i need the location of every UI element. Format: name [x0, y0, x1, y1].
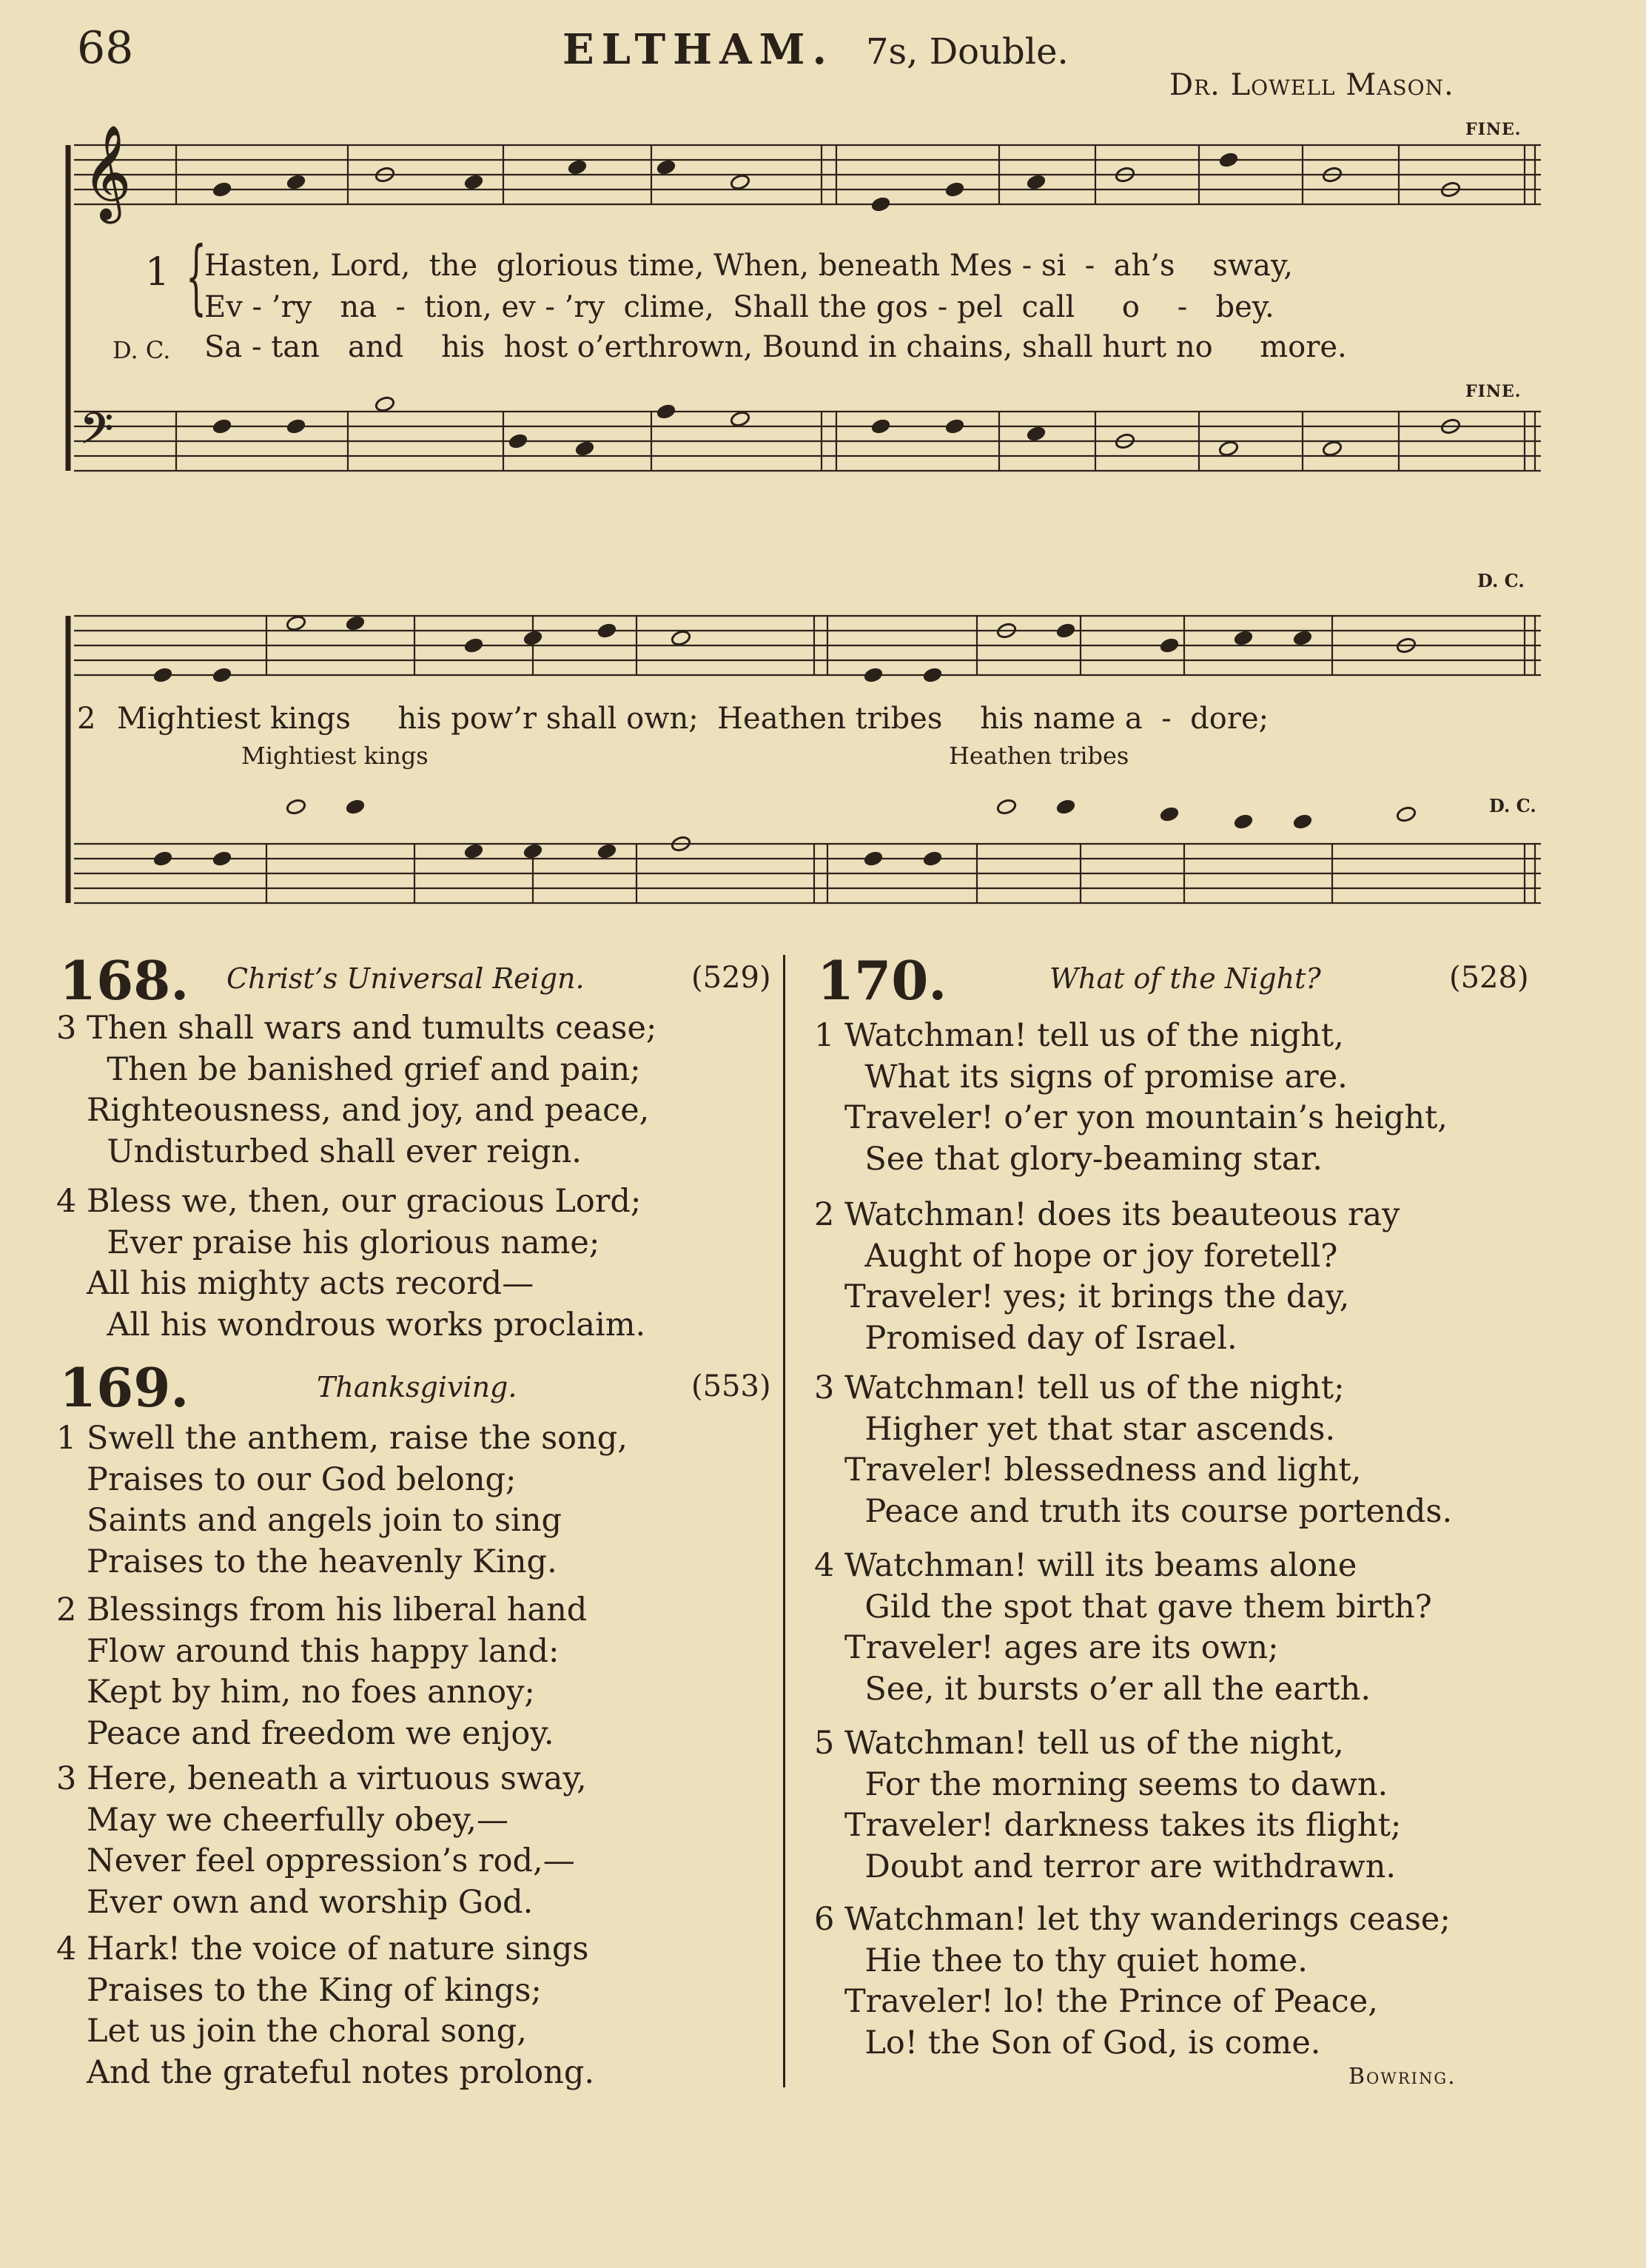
dc-marker-treble: D. C.	[1477, 570, 1525, 591]
note-head	[944, 417, 965, 435]
hymn-reference: (553)	[691, 1369, 771, 1403]
tenor-lyric-right: Heathen tribes	[949, 742, 1129, 770]
note-head	[1159, 637, 1180, 654]
note-head	[1218, 440, 1239, 457]
note-head	[152, 666, 173, 683]
note-head	[922, 850, 943, 867]
note-head	[523, 629, 543, 646]
note-head	[212, 666, 232, 683]
note-head	[1233, 813, 1254, 830]
note-head	[656, 158, 676, 175]
note-head	[1322, 440, 1343, 457]
page-number: 68	[77, 22, 134, 74]
stanza: 5 Watchman! tell us of the night, For the morning seems to dawn. Traveler! darkness takes its flight; Doubt and terror are withdrawn.	[814, 1725, 1402, 1885]
lyric-line-2: Ev - ’ry na - tion, ev - ’ry clime, Shall the gos - pel call o - bey.	[204, 290, 1274, 324]
note-head	[463, 173, 484, 190]
stanza: 4 Bless we, then, our gracious Lord; Ever praise his glorious name; All his mighty acts record— All his wondrous works proclaim.	[56, 1183, 646, 1343]
hymn-number: 169.	[59, 1356, 189, 1419]
stanza: 3 Watchman! tell us of the night; Higher yet that star ascends. Traveler! blessedness and light, Peace and truth its course portends.	[814, 1369, 1453, 1530]
stanza: 4 Watchman! will its beams alone Gild the spot that gave them birth? Traveler! ages are its own; See, it bursts o’er all the earth.	[814, 1547, 1432, 1708]
note-head	[1396, 805, 1417, 822]
composer-credit: Dr. Lowell Mason.	[1169, 68, 1454, 102]
note-head	[508, 432, 528, 449]
note-head	[463, 842, 484, 859]
note-head	[374, 395, 395, 412]
stanza: 1 Swell the anthem, raise the song, Praises to our God belong; Saints and angels join to sing Praises to the heavenly King.	[56, 1420, 628, 1580]
stanza: 6 Watchman! let thy wanderings cease; Hie thee to thy quiet home. Traveler! lo! the Prince of Peace, Lo! the Son of God, is come.	[814, 1901, 1451, 2061]
note-head	[212, 850, 232, 867]
note-head	[152, 850, 173, 867]
note-head	[286, 417, 306, 435]
hymn-author: Bowring.	[1348, 2064, 1457, 2090]
note-head	[1218, 151, 1239, 168]
hymn-title: Thanksgiving.	[317, 1371, 517, 1403]
note-head	[345, 614, 366, 631]
note-head	[212, 417, 232, 435]
note-head	[870, 417, 891, 435]
stanza: 2 Watchman! does its beauteous ray Aught of hope or joy foretell? Traveler! yes; it brings the day, Promised day of Israel.	[814, 1196, 1400, 1357]
fine-marker-bass: FINE.	[1465, 382, 1522, 401]
tune-name: ELTHAM.	[562, 25, 835, 74]
note-head	[944, 181, 965, 198]
note-head	[574, 440, 595, 457]
note-head	[671, 629, 691, 646]
tenor-lyric-left: Mightiest kings	[241, 742, 429, 770]
note-head	[463, 637, 484, 654]
bass-clef: 𝄢	[80, 403, 114, 464]
stanza: 4 Hark! the voice of nature sings Praises to the King of kings; Let us join the choral song, And the grateful notes prolong.	[56, 1930, 595, 2091]
hymn-title: Christ’s Universal Reign.	[226, 962, 585, 995]
note-head	[1292, 813, 1313, 830]
stanza: 3 Here, beneath a virtuous sway, May we cheerfully obey,— Never feel oppression’s rod,— Ever own and worship God.	[56, 1760, 587, 1921]
music-score	[0, 0, 1646, 925]
stanza: 3 Then shall wars and tumults cease; Then be banished grief and pain; Righteousness, and joy, and peace, Undisturbed shall ever reign.	[56, 1010, 657, 1170]
note-head	[730, 173, 750, 190]
note-head	[212, 181, 232, 198]
treble-clef: 𝄞	[83, 124, 132, 219]
verse-number-1: 1	[145, 250, 170, 295]
note-head	[523, 842, 543, 859]
note-head	[567, 158, 588, 175]
note-head	[286, 614, 306, 631]
note-head	[1292, 629, 1313, 646]
fine-marker-treble: FINE.	[1465, 120, 1522, 139]
note-head	[286, 173, 306, 190]
lyric-line-system2: Mightiest kings his pow’r shall own; Heathen tribes his name a - dore;	[117, 702, 1269, 736]
verse-brace: {	[186, 229, 206, 323]
hymn-title: What of the Night?	[1049, 962, 1321, 995]
note-head	[996, 798, 1017, 815]
note-head	[1055, 622, 1076, 639]
hymn-reference: (528)	[1449, 961, 1529, 995]
note-head	[597, 622, 617, 639]
lyric-line-1: Hasten, Lord, the glorious time, When, beneath Mes - si - ah’s sway,	[204, 249, 1293, 283]
tune-meter: 7s, Double.	[866, 31, 1069, 73]
note-head	[863, 666, 884, 683]
note-head	[922, 666, 943, 683]
hymn-reference: (529)	[691, 961, 771, 995]
note-head	[597, 842, 617, 859]
note-head	[345, 798, 366, 815]
note-head	[1055, 798, 1076, 815]
note-head	[1026, 425, 1047, 442]
note-head	[1233, 629, 1254, 646]
dc-label: D. C.	[112, 336, 171, 364]
hymn-number: 168.	[59, 949, 189, 1012]
stanza: 2 Blessings from his liberal hand Flow around this happy land: Kept by him, no foes annoy; Peace and freedom we enjoy.	[56, 1591, 588, 1752]
note-head	[730, 410, 750, 427]
stanza: 1 Watchman! tell us of the night, What its signs of promise are. Traveler! o’er yon mountain’s height, See that glory-beaming star.	[814, 1017, 1448, 1178]
hymn-number: 170.	[817, 949, 947, 1012]
note-head	[863, 850, 884, 867]
note-head	[1026, 173, 1047, 190]
note-head	[1159, 805, 1180, 822]
lyric-line-3: Sa - tan and his host o’erthrown, Bound in chains, shall hurt no more.	[204, 330, 1347, 364]
note-head	[656, 403, 676, 420]
column-divider	[783, 955, 785, 2087]
note-head	[870, 195, 891, 212]
dc-marker-bass: D. C.	[1489, 795, 1536, 816]
verse-number-2: 2	[77, 702, 96, 736]
note-head	[286, 798, 306, 815]
